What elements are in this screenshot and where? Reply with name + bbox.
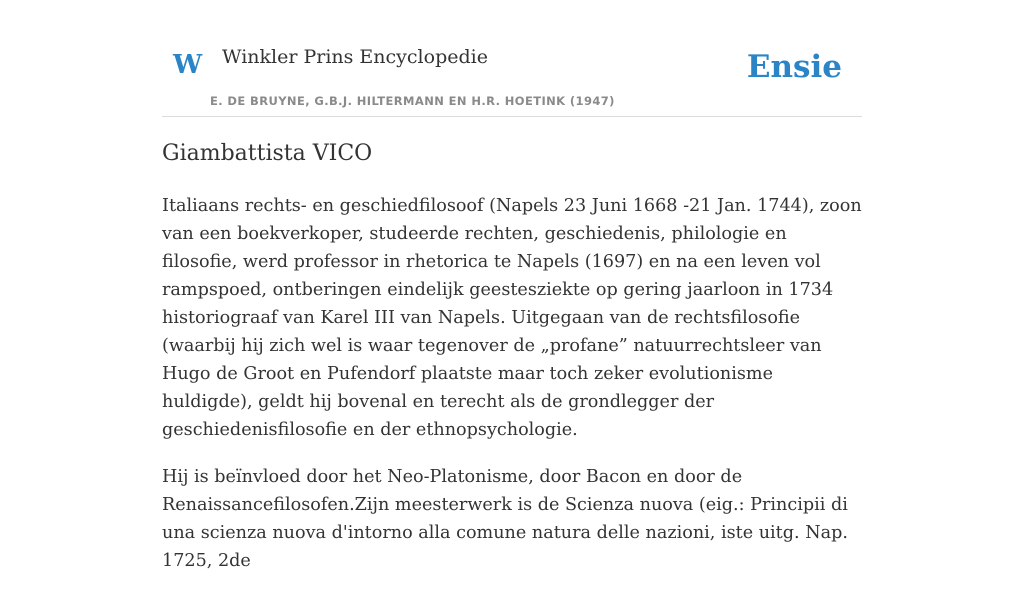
encyclopedia-authors: E. DE BRUYNE, G.B.J. HILTERMANN EN H.R. HOETINK (1947): [210, 94, 615, 108]
article-paragraph: Italiaans rechts- en geschiedfilosoof (Napels 23 Juni 1668 -21 Jan. 1744), zoon van een boekverkoper, studeerde rechten, geschiedenis, philologie en filosofie, werd professor in rhetorica te Napels (1697) en na een leven vol rampspoed, ontberingen eindelijk geestesziekte op gering jaarloon in 1734 historiograaf van Karel III van Napels. Uitgegaan van de rechtsfilosofie (waarbij hij zich wel is waar tegenover de „profane” natuurrechtsleer van Hugo de Groot en Pufendorf plaatste maar toch zeker evolutionisme huldigde), geldt hij bovenal en terecht als de grondlegger der geschiedenisfilosofie en der ethnopsychologie.: [162, 196, 862, 440]
article-body: [162, 192, 866, 594]
encyclopedia-title[interactable]: Winkler Prins Encyclopedie: [222, 46, 488, 68]
article-paragraph: Hij is beïnvloed door het Neo-Platonisme, door Bacon en door de Renaissancefilosofen.Zijn meesterwerk is de Scienza nuova (eig.: Principii di una scienza nuova d'intorno alla comune natura delle nazioni, iste uitg. Nap. 1725, 2de: [162, 467, 848, 571]
site-header: [162, 40, 862, 117]
article-title: Giambattista VICO: [162, 141, 373, 166]
encyclopedia-logo-icon[interactable]: W: [173, 50, 203, 80]
ensie-brand-logo[interactable]: Ensie: [746, 49, 842, 85]
